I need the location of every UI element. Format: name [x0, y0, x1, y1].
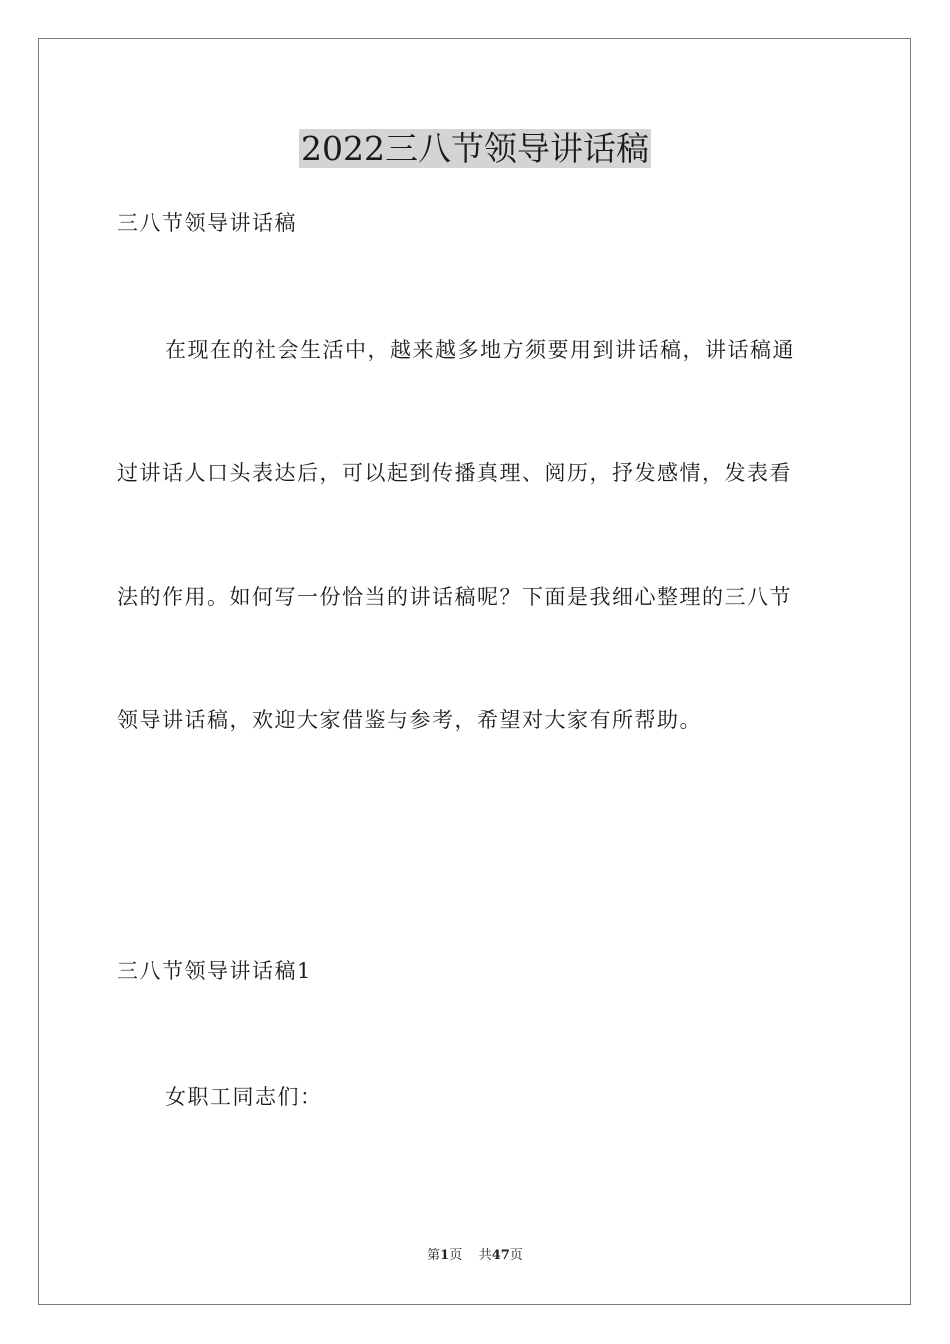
document-title-text: 2022三八节领导讲话稿: [301, 129, 649, 168]
page-number: 1: [440, 1248, 450, 1263]
document-title: [0, 126, 950, 172]
salutation: 女职工同志们：: [165, 1085, 323, 1109]
page-prefix: 第: [427, 1248, 441, 1263]
intro-line-3: 法的作用。如何写一份恰当的讲话稿呢？下面是我细心整理的三八节: [117, 585, 792, 609]
total-pages: 47: [491, 1248, 510, 1263]
document-subtitle: 三八节领导讲话稿: [117, 211, 297, 235]
total-prefix: 共: [478, 1248, 492, 1263]
intro-line-4: 领导讲话稿，欢迎大家借鉴与参考，希望对大家有所帮助。: [117, 708, 702, 732]
total-suffix: 页: [509, 1248, 523, 1263]
intro-line-2: 过讲话人口头表达后，可以起到传播真理、阅历，抒发感情，发表看: [117, 461, 792, 485]
page-suffix: 页: [449, 1248, 463, 1263]
section-heading: 三八节领导讲话稿1: [117, 959, 312, 983]
page-footer: [0, 1246, 950, 1266]
intro-line-1: 在现在的社会生活中，越来越多地方须要用到讲话稿，讲话稿通: [165, 338, 795, 362]
